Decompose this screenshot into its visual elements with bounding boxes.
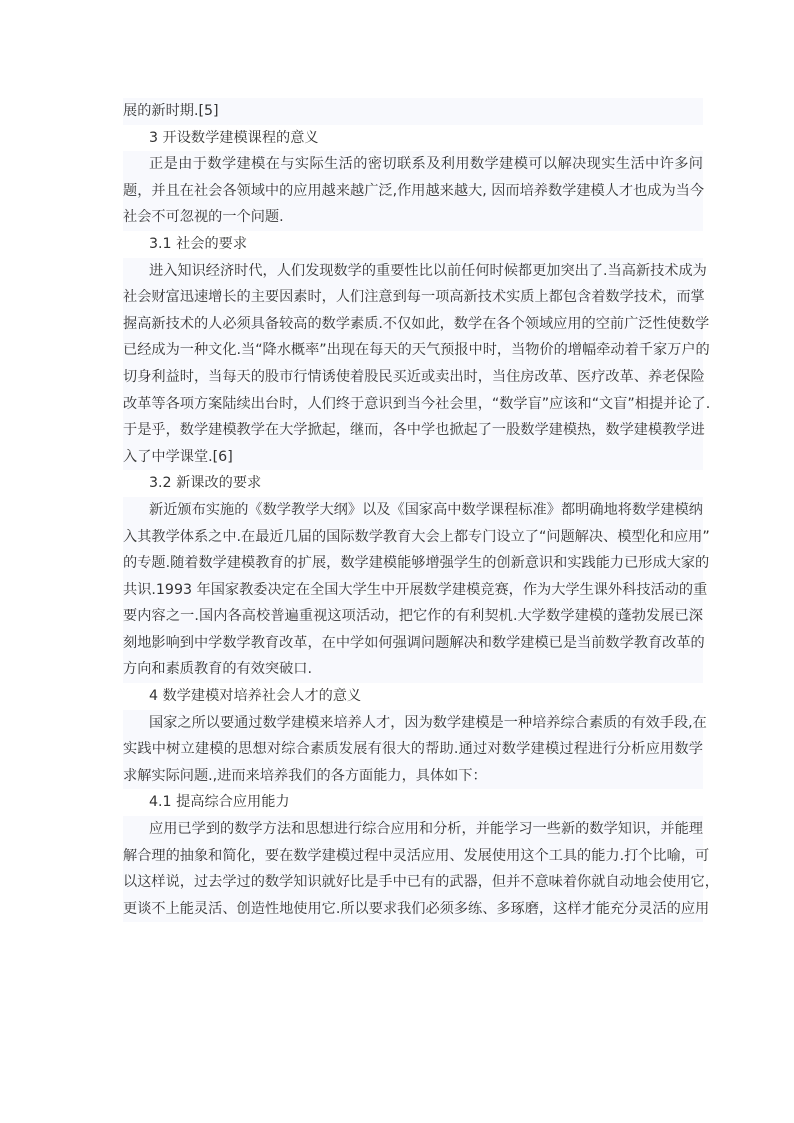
paragraph-line: 展的新时期.[5] <box>123 98 703 125</box>
paragraph-line: 的专题.随着数学建模教育的扩展，数学建模能够增强学生的创新意识和实践能力已形成大家的 <box>123 550 703 577</box>
section-heading: 3.2 新课改的要求 <box>123 470 703 497</box>
section-heading: 3 开设数学建模课程的意义 <box>123 125 703 152</box>
paragraph-line: 共识.1993 年国家教委决定在全国大学生中开展数学建模竞赛，作为大学生课外科技活动的重 <box>123 577 703 604</box>
paragraph-line: 题，并且在社会各领域中的应用越来越广泛,作用越来越大, 因而培养数学建模人才也成为当今 <box>123 178 703 205</box>
paragraph-line: 求解实际问题.,进而来培养我们的各方面能力，具体如下： <box>123 763 703 790</box>
paragraph-line: 更谈不上能灵活、创造性地使用它.所以要求我们必须多练、多琢磨，这样才能充分灵活的应用 <box>123 896 703 923</box>
paragraph-line: 解合理的抽象和简化，要在数学建模过程中灵活应用、发展使用这个工具的能力.打个比喻，可 <box>123 843 703 870</box>
paragraph-line: 应用已学到的数学方法和思想进行综合应用和分析，并能学习一些新的数学知识，并能理 <box>123 816 703 843</box>
paragraph-line: 入了中学课堂.[6] <box>123 444 703 471</box>
section-heading: 3.1 社会的要求 <box>123 231 703 258</box>
paragraph-line: 社会财富迅速增长的主要因素时，人们注意到每一项高新技术实质上都包含着数学技术，而掌 <box>123 284 703 311</box>
section-heading: 4 数学建模对培养社会人才的意义 <box>123 683 703 710</box>
paragraph-line: 新近颁布实施的《数学教学大纲》以及《国家高中数学课程标准》都明确地将数学建模纳 <box>123 497 703 524</box>
paragraph-line: 已经成为一种文化.当“降水概率”出现在每天的天气预报中时，当物价的增幅牵动着千家万户的 <box>123 337 703 364</box>
paragraph-line: 以这样说，过去学过的数学知识就好比是手中已有的武器，但并不意味着你就自动地会使用它， <box>123 869 703 896</box>
paragraph-line: 入其教学体系之中.在最近几届的国际数学教育大会上都专门设立了“问题解决、模型化和应用” <box>123 524 703 551</box>
paragraph-line: 刻地影响到中学数学教育改革，在中学如何强调问题解决和数学建模已是当前数学教育改革的 <box>123 630 703 657</box>
document-body <box>123 98 719 922</box>
paragraph-line: 社会不可忽视的一个问题. <box>123 204 703 231</box>
paragraph-line: 改革等各项方案陆续出台时，人们终于意识到当今社会里，“数学盲”应该和“文盲”相提并论了. <box>123 391 703 418</box>
paragraph-line: 切身利益时，当每天的股市行情诱使着股民买近或卖出时，当住房改革、医疗改革、养老保险 <box>123 364 703 391</box>
paragraph-line: 要内容之一.国内各高校普遍重视这项活动，把它作的有利契机.大学数学建模的蓬勃发展已深 <box>123 603 703 630</box>
paragraph-line: 进入知识经济时代，人们发现数学的重要性比以前任何时候都更加突出了.当高新技术成为 <box>123 258 703 285</box>
paragraph-line: 实践中树立建模的思想对综合素质发展有很大的帮助.通过对数学建模过程进行分析应用数学 <box>123 736 703 763</box>
paragraph-line: 正是由于数学建模在与实际生活的密切联系及利用数学建模可以解决现实生活中许多问 <box>123 151 703 178</box>
paragraph-line: 于是乎，数学建模教学在大学掀起，继而，各中学也掀起了一股数学建模热，数学建模教学进 <box>123 417 703 444</box>
paragraph-line: 国家之所以要通过数学建模来培养人才，因为数学建模是一种培养综合素质的有效手段,在 <box>123 710 703 737</box>
paragraph-line: 方向和素质教育的有效突破口. <box>123 656 703 683</box>
section-heading: 4.1 提高综合应用能力 <box>123 789 703 816</box>
paragraph-line: 握高新技术的人必须具备较高的数学素质.不仅如此，数学在各个领域应用的空前广泛性使数学 <box>123 311 703 338</box>
